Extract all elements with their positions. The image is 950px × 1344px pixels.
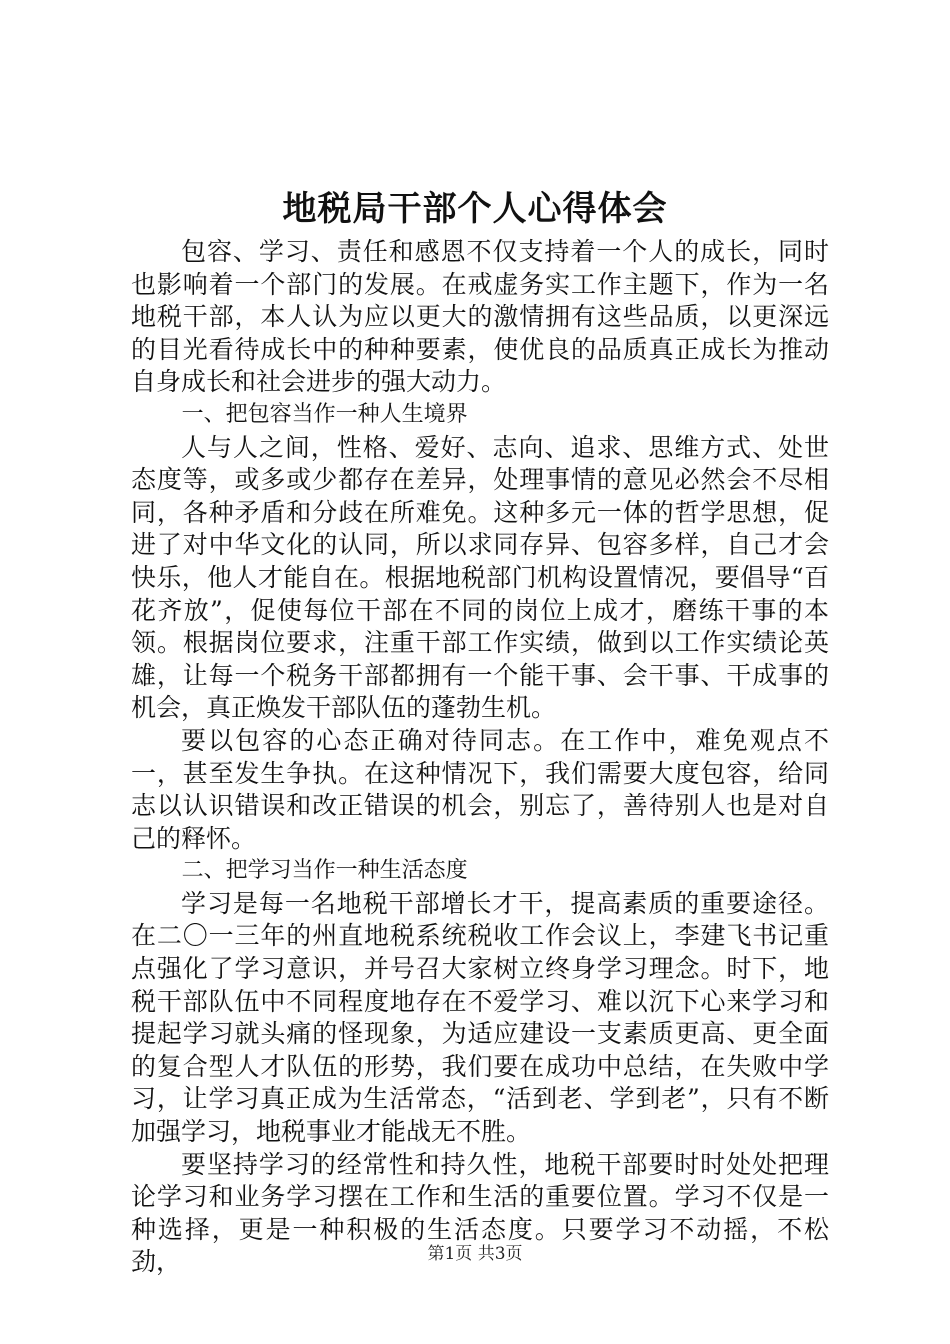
section-heading-tolerance: 一、把包容当作一种人生境界 bbox=[181, 401, 468, 427]
tolerance-paragraph-2: 要以包容的心态正确对待同志。在工作中，难免观点不一，甚至发生争执。在这种情况下，我们需要大度包容，给同志以认识错误和改正错误的机会，别忘了，善待别人也是对自己的释怀。 bbox=[131, 725, 829, 853]
learning-paragraph-2: 要坚持学习的经常性和持久性，地税干部要时时处处把理论学习和业务学习摆在工作和生活的重要位置。学习不仅是一种选择，更是一种积极的生活态度。只要学习不动摇，不松劲， bbox=[131, 1149, 829, 1277]
intro-paragraph: 包容、学习、责任和感恩不仅支持着一个人的成长，同时也影响着一个部门的发展。在戒虚务实工作主题下，作为一名地税干部，本人认为应以更大的激情拥有这些品质，以更深远的目光看待成长中的种种要素，使优良的品质真正成长为推动自身成长和社会进步的强大动力。 bbox=[131, 237, 829, 397]
section-heading-learning: 二、把学习当作一种生活态度 bbox=[181, 858, 468, 884]
learning-paragraph-1: 学习是每一名地税干部增长才干，提高素质的重要途径。在二〇一三年的州直地税系统税收工作会议上，李建飞书记重点强化了学习意识，并号召大家树立终身学习理念。时下，地税干部队伍中不同程度地存在不爱学习、难以沉下心来学习和提起学习就头痛的怪现象，为适应建设一支素质更高、更全面的复合型人才队伍的形势，我们要在成功中总结，在失败中学习，让学习真正成为生活常态，“活到老、学到老”，只有不断加强学习，地税事业才能战无不胜。 bbox=[131, 888, 829, 1147]
page-footer: 第1页 共3页 bbox=[427, 1244, 523, 1264]
tolerance-paragraph-1: 人与人之间，性格、爱好、志向、追求、思维方式、处世态度等，或多或少都存在差异，处理事情的意见必然会不尽相同，各种矛盾和分歧在所难免。这种多元一体的哲学思想，促进了对中华文化的认同，所以求同存异、包容多样，自己才会快乐，他人才能自在。根据地税部门机构设置情况，要倡导“百花齐放”，促使每位干部在不同的岗位上成才，磨练干事的本领。根据岗位要求，注重干部工作实绩，做到以工作实绩论英雄，让每一个税务干部都拥有一个能干事、会干事、干成事的机会，真正焕发干部队伍的蓬勃生机。 bbox=[131, 432, 829, 723]
document-title: 地税局干部个人心得体会 bbox=[282, 189, 668, 229]
document-body bbox=[131, 236, 829, 1279]
